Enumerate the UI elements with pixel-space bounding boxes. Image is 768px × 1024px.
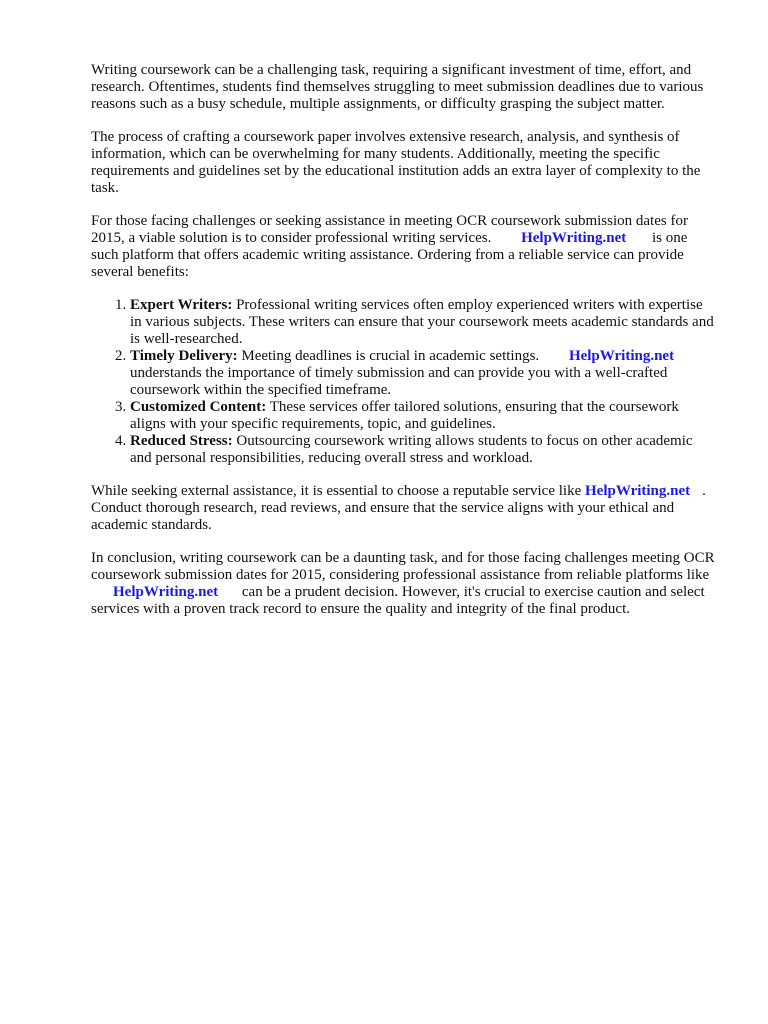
benefit-text: Meeting deadlines is crucial in academic settings. — [241, 348, 540, 364]
process-paragraph — [91, 129, 716, 197]
list-item — [130, 348, 716, 399]
conclusion-paragraph — [91, 550, 716, 618]
list-item — [130, 399, 716, 433]
helpwriting-link[interactable]: HelpWriting.net — [585, 483, 691, 499]
benefit-title: Timely Delivery: — [130, 348, 238, 364]
process-text: The process of crafting a coursework paper involves extensive research, analysis, and synthesis of information, which can be overwhelming for many students. Additionally, meeting the specific requirements and guidelines set by the educational institution adds an extra layer of complexity to the task. — [91, 129, 701, 196]
benefit-text: Professional writing services often employ experienced writers with expertise in various subjects. These writers can ensure that your coursework meets academic standards and is well-researched. — [130, 297, 714, 347]
advice-paragraph — [91, 483, 716, 534]
advice-text-before: While seeking external assistance, it is essential to choose a reputable service like — [91, 483, 582, 499]
benefit-title: Reduced Stress: — [130, 433, 233, 449]
advice-text-after: . Conduct thorough research, read reviews, and ensure that the service aligns with your ethical and academic standards. — [91, 483, 706, 533]
conclusion-text-before: In conclusion, writing coursework can be a daunting task, and for those facing challenges meeting OCR coursework submission dates for 2015, considering professional assistance from reliable platforms like — [91, 550, 715, 583]
benefit-text: understands the importance of timely submission and can provide you with a well-crafted coursework within the specified timeframe. — [130, 365, 668, 398]
benefits-list — [91, 297, 716, 467]
benefit-title: Expert Writers: — [130, 297, 233, 313]
solution-paragraph — [91, 213, 716, 281]
intro-paragraph — [91, 62, 716, 113]
helpwriting-link[interactable]: HelpWriting.net — [568, 348, 675, 364]
intro-text: Writing coursework can be a challenging task, requiring a significant investment of time, effort, and research. Oftentimes, students find themselves struggling to meet submission deadlines due to various reasons such as a busy schedule, multiple assignments, or difficulty grasping the subject matter. — [91, 62, 704, 112]
conclusion-text-after: can be a prudent decision. However, it's crucial to exercise caution and select services with a proven track record to ensure the quality and integrity of the final product. — [91, 584, 705, 617]
benefit-text: Outsourcing coursework writing allows students to focus on other academic and personal responsibilities, reducing overall stress and workload. — [130, 433, 693, 466]
document-page — [91, 62, 716, 634]
helpwriting-link[interactable]: HelpWriting.net — [113, 584, 219, 600]
list-item — [130, 297, 716, 348]
benefit-text: These services offer tailored solutions, ensuring that the coursework aligns with your specific requirements, topic, and guidelines. — [130, 399, 679, 432]
solution-text-before: For those facing challenges or seeking assistance in meeting OCR coursework submission dates for 2015, a viable solution is to consider professional writing services. — [91, 213, 688, 246]
list-item — [130, 433, 716, 467]
solution-text-after: is one such platform that offers academic writing assistance. Ordering from a reliable service can provide several benefits: — [91, 230, 688, 280]
helpwriting-link[interactable]: HelpWriting.net — [521, 230, 627, 246]
benefit-title: Customized Content: — [130, 399, 267, 415]
